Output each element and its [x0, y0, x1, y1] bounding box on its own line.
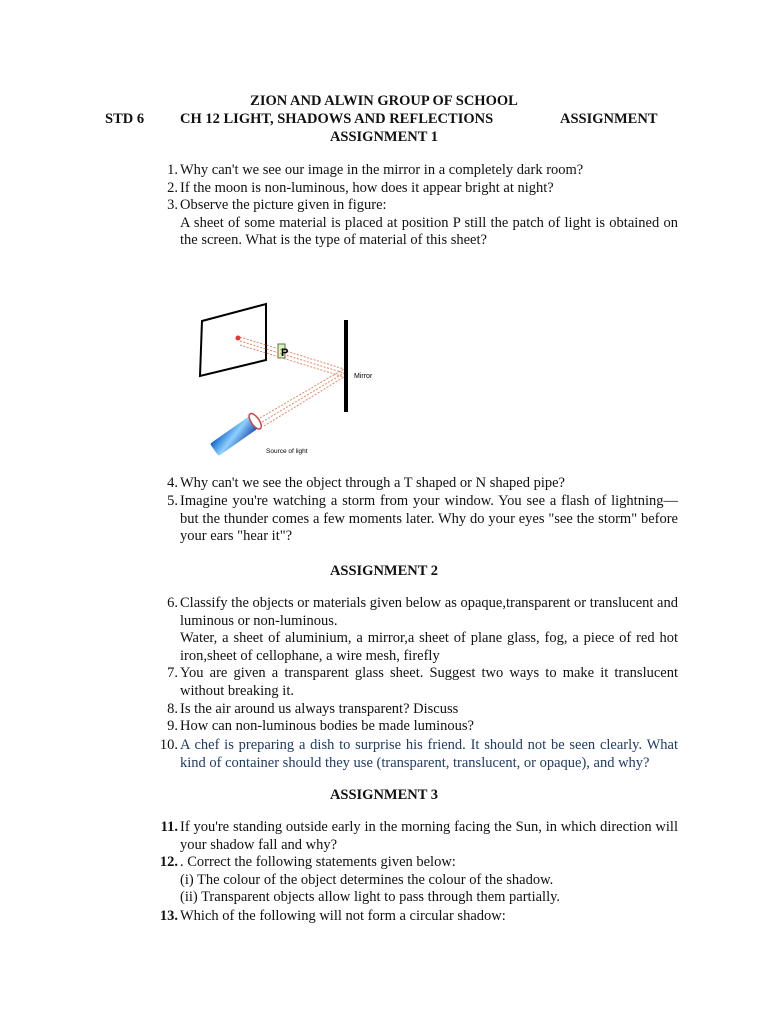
q2-number: 2.: [167, 180, 178, 196]
q1-text: Why can't we see our image in the mirror in a completely dark room?: [180, 162, 584, 178]
q10-number: 10.: [159, 737, 178, 753]
q3-number: 3.: [167, 197, 178, 213]
std-label: STD 6: [105, 111, 145, 127]
assignment3-title: ASSIGNMENT 3: [329, 787, 439, 803]
school-name: ZION AND ALWIN GROUP OF SCHOOL: [250, 93, 518, 109]
assignment1-title: ASSIGNMENT 1: [329, 129, 439, 145]
q11-number: 11.: [160, 819, 178, 835]
q6-text: Classify the objects or materials given below as opaque,transparent or translucent and luminous or non-luminous.: [180, 595, 678, 629]
q5-text: Imagine you're watching a storm from your window. You see a flash of lightning—but the thunder comes a few moments later. Why do your eyes "see the storm" before your ears "hear it"?: [180, 493, 678, 545]
q7-text: You are given a transparent glass sheet. Suggest two ways to make it translucent without breaking it.: [180, 665, 678, 699]
q12-number: 12.: [159, 854, 178, 870]
q12-statement-2: (ii) Transparent objects allow light to pass through them partially.: [180, 889, 561, 906]
light-source-torch: [209, 412, 264, 458]
q2-text: If the moon is non-luminous, how does it appear bright at night?: [180, 180, 554, 196]
label-source: Source of light: [266, 448, 308, 455]
label-p: P: [281, 347, 289, 359]
q3-block: [180, 197, 678, 250]
q9-text: How can non-luminous bodies be made luminous?: [180, 718, 474, 734]
q3-text2: A sheet of some material is placed at position P still the patch of light is obtained on the screen. What is the type of material of this sheet?: [180, 214, 678, 249]
screen-shape: [200, 304, 266, 376]
q7-number: 7.: [167, 665, 178, 681]
q12-block: [180, 854, 678, 907]
assignment2-title: ASSIGNMENT 2: [329, 563, 439, 579]
q6-block: [180, 595, 678, 665]
q13-number: 13.: [159, 908, 178, 924]
q9-number: 9.: [167, 718, 178, 734]
light-patch: [236, 336, 241, 341]
q6-number: 6.: [167, 595, 178, 611]
label-mirror: Mirror: [354, 373, 373, 380]
incident-rays: [260, 369, 344, 426]
chapter-title: CH 12 LIGHT, SHADOWS AND REFLECTIONS: [180, 111, 494, 127]
q3-text: Observe the picture given in figure:: [180, 197, 387, 213]
q13-text: Which of the following will not form a circular shadow:: [180, 908, 506, 924]
q11-text: If you're standing outside early in the morning facing the Sun, in which direction will your shadow fall and why?: [180, 819, 678, 853]
q10-text: A chef is preparing a dish to surprise his friend. It should not be seen clearly. What kind of container should they use (transparent, translucent, or opaque), and why?: [180, 737, 678, 771]
light-reflection-figure: [180, 296, 395, 461]
q6-text2: Water, a sheet of aluminium, a mirror,a sheet of plane glass, fog, a piece of red hot iron,sheet of cellophane, a wire mesh, firefly: [180, 630, 678, 664]
q1-number: 1.: [167, 162, 178, 178]
q12-text: . Correct the following statements given below:: [180, 854, 456, 870]
mirror-shape: [344, 320, 348, 412]
q5-number: 5.: [167, 493, 178, 509]
q8-text: Is the air around us always transparent? Discuss: [180, 701, 459, 717]
q8-number: 8.: [167, 701, 178, 717]
q12-statement-1: (i) The colour of the object determines the colour of the shadow.: [180, 871, 554, 888]
q4-text: Why can't we see the object through a T shaped or N shaped pipe?: [180, 475, 565, 491]
q4-number: 4.: [167, 475, 178, 491]
assignment-label: ASSIGNMENT: [560, 111, 658, 127]
